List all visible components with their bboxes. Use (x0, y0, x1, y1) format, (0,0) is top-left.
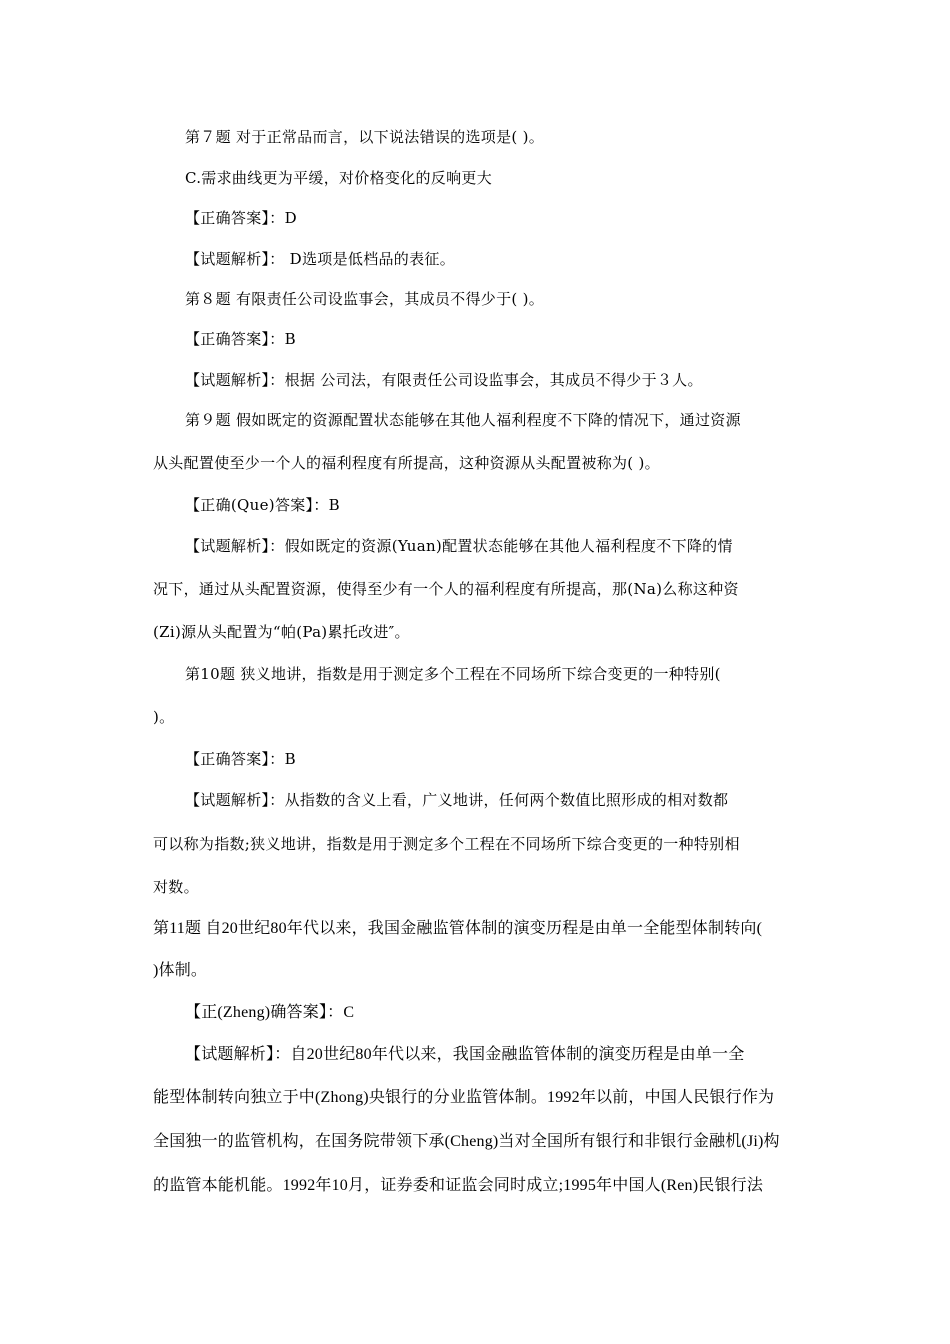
question-8-answer: 【正确答案】：B (185, 330, 296, 348)
question-11-analysis-line-2: 能型体制转向独立于中(Zhong)央银行的分业监管体制。1992年以前，中国人民银行作为 (153, 1089, 775, 1106)
question-7-analysis: 【试题解析】： D选项是低档品的表征。 (185, 250, 455, 268)
question-10-stem-line-1: 第10题 狭义地讲，指数是用于测定多个工程在不同场所下综合变更的一种特别( (185, 665, 721, 683)
question-7-stem: 第７题 对于正常品而言，以下说法错误的选项是( )。 (185, 128, 545, 146)
question-11-analysis-line-3: 全国独一的监管机构，在国务院带领下承(Cheng)当对全国所有银行和非银行金融机(Ji)构 (153, 1133, 780, 1150)
question-9-analysis-line-2: 况下，通过从头配置资源，使得至少有一个人的福利程度有所提高，那(Na)么称这种资 (153, 580, 739, 598)
question-11-answer: 【正(Zheng)确答案】：C (185, 1004, 355, 1021)
question-9-stem-line-1: 第９题 假如既定的资源配置状态能够在其他人福利程度不下降的情况下，通过资源 (185, 411, 741, 429)
question-11-stem-line-1: 第11题 自20世纪80年代以来，我国金融监管体制的演变历程是由单一全能型体制转向( (153, 920, 763, 937)
question-10-stem-line-2: )。 (153, 708, 175, 726)
question-11-analysis-line-4: 的监管本能机能。1992年10月，证券委和证监会同时成立;1995年中国人(Ren)民银行法 (153, 1177, 764, 1194)
question-9-answer: 【正确(Que)答案】：B (185, 496, 340, 514)
question-8-stem: 第８题 有限责任公司设监事会，其成员不得少于( )。 (185, 290, 545, 308)
question-11-analysis-line-1: 【试题解析】：自20世纪80年代以来，我国金融监管体制的演变历程是由单一全 (185, 1046, 745, 1063)
question-7-answer: 【正确答案】：D (185, 209, 297, 227)
question-9-stem-line-2: 从头配置使至少一个人的福利程度有所提高，这种资源从头配置被称为( )。 (153, 454, 660, 472)
question-11-stem-line-2: )体制。 (153, 962, 208, 979)
question-7-option-c: C.需求曲线更为平缓，对价格变化的反响更大 (185, 169, 493, 187)
question-10-analysis-line-1: 【试题解析】：从指数的含义上看，广义地讲，任何两个数值比照形成的相对数都 (185, 791, 729, 809)
question-9-analysis-line-1: 【试题解析】：假如既定的资源(Yuan)配置状态能够在其他人福利程度不下降的情 (185, 537, 733, 555)
question-9-analysis-line-3: (Zi)源从头配置为“帕(Pa)累托改进″。 (153, 623, 410, 641)
question-10-analysis-line-2: 可以称为指数;狭义地讲，指数是用于测定多个工程在不同场所下综合变更的一种特别相 (153, 835, 740, 853)
question-8-analysis: 【试题解析】：根据 公司法，有限责任公司设监事会，其成员不得少于３人。 (185, 371, 703, 389)
question-10-answer: 【正确答案】：B (185, 750, 296, 768)
question-10-analysis-line-3: 对数。 (153, 878, 199, 896)
